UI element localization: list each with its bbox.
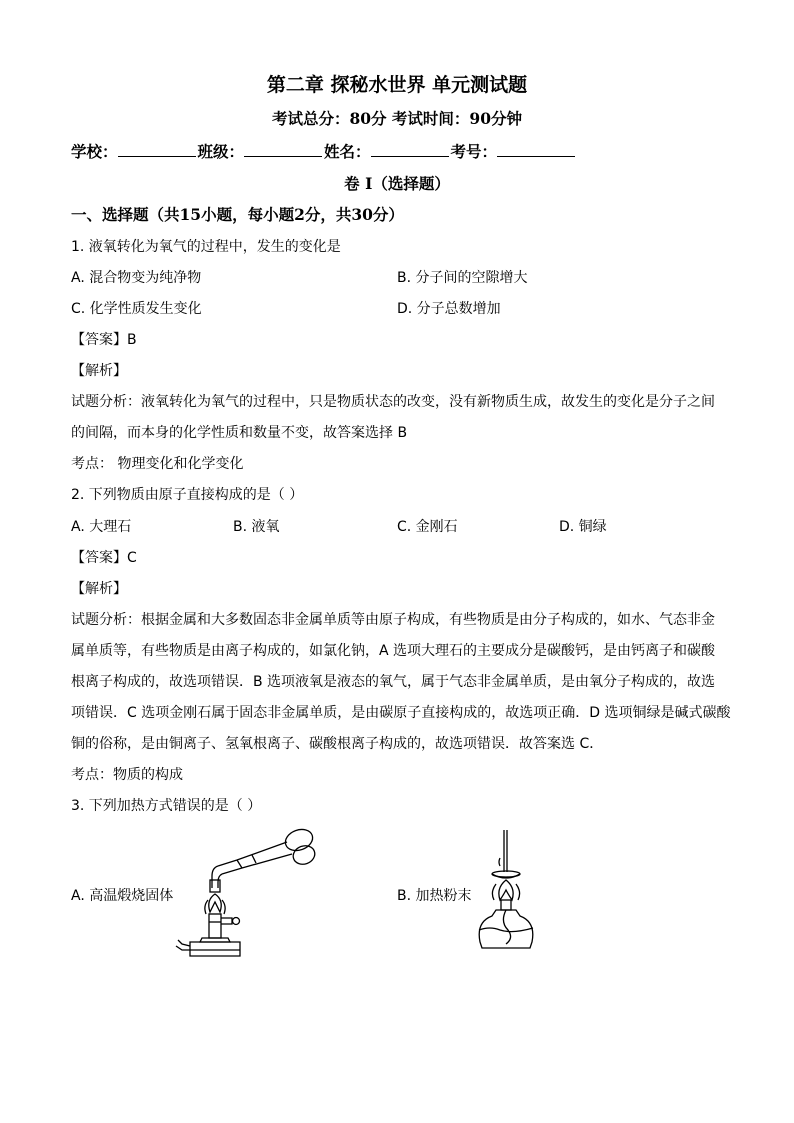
q1-option-d: D. 分子总数增加 xyxy=(397,301,501,317)
q2-stem: 2. 下列物质由原子直接构成的是（ ） xyxy=(71,487,304,503)
q1-stem: 1. 液氧转化为氧气的过程中，发生的变化是 xyxy=(71,239,341,255)
q2-analysis-line-2: 属单质等，有些物质是由离子构成的，如氯化钠，A 选项大理石的主要成分是碳酸钙，是由钙离子和碳酸 xyxy=(71,643,716,659)
roll-heading: 卷 I（选择题） xyxy=(344,174,450,193)
student-info-line xyxy=(71,140,577,162)
q1-option-b: B. 分子间的空隙增大 xyxy=(397,270,528,286)
q1-point: 考点： 物理变化和化学变化 xyxy=(71,456,244,472)
q2-analysis-line-3: 根离子构成的，故选项错误．B 选项液氧是液态的氧气，属于气态非金属单质，是由氧分子构成的，故选 xyxy=(71,674,716,690)
alcohol-lamp-figure xyxy=(470,826,540,966)
class-blank xyxy=(244,142,322,157)
q2-answer: 【答案】C xyxy=(71,550,137,566)
number-label: 考号： xyxy=(450,142,498,161)
q1-analysis-label: 【解析】 xyxy=(71,363,127,379)
q2-option-a: A. 大理石 xyxy=(71,519,132,535)
q2-option-b: B. 液氧 xyxy=(233,519,280,535)
q1-analysis-line-1: 试题分析：液氧转化为氧气的过程中，只是物质状态的改变，没有新物质生成，故发生的变化是分子之间 xyxy=(71,394,715,410)
q3-option-a: A. 高温煅烧固体 xyxy=(71,888,174,904)
school-blank xyxy=(118,142,196,157)
name-blank xyxy=(371,142,449,157)
q2-analysis-line-5: 铜的俗称，是由铜离子、氢氧根离子、碳酸根离子构成的，故选项错误．故答案选 C． xyxy=(71,736,604,752)
q2-option-c: C. 金刚石 xyxy=(397,519,458,535)
q2-point: 考点：物质的构成 xyxy=(71,767,183,783)
q1-analysis-line-2: 的间隔，而本身的化学性质和数量不变，故答案选择 B xyxy=(71,425,408,441)
q2-analysis-line-1: 试题分析：根据金属和大多数固态非金属单质等由原子构成，有些物质是由分子构成的，如水、气态非金 xyxy=(71,612,715,628)
q2-analysis-line-4: 项错误．C 选项金刚石属于固态非金属单质，是由碳原子直接构成的，故选项正确．D 选项铜绿是碱式碳酸 xyxy=(71,705,731,721)
exam-title: 第二章 探秘水世界 单元测试题 xyxy=(266,74,528,96)
q1-option-a: A. 混合物变为纯净物 xyxy=(71,270,202,286)
q1-option-c: C. 化学性质发生变化 xyxy=(71,301,202,317)
q3-stem: 3. 下列加热方式错误的是（ ） xyxy=(71,798,262,814)
school-label: 学校： xyxy=(71,142,118,161)
name-label: 姓名： xyxy=(324,142,371,161)
section-title: 一、选择题（共15小题，每小题2分，共30分） xyxy=(71,205,404,224)
bunsen-burner-tongs-figure xyxy=(172,818,322,968)
q2-analysis-label: 【解析】 xyxy=(71,581,127,597)
exam-subtitle: 考试总分：80分 考试时间：90分钟 xyxy=(271,109,523,128)
q2-option-d: D. 铜绿 xyxy=(559,519,607,535)
number-blank xyxy=(497,142,575,157)
class-label: 班级： xyxy=(197,142,245,161)
q1-answer: 【答案】B xyxy=(71,332,137,348)
q3-option-b: B. 加热粉末 xyxy=(397,888,472,904)
